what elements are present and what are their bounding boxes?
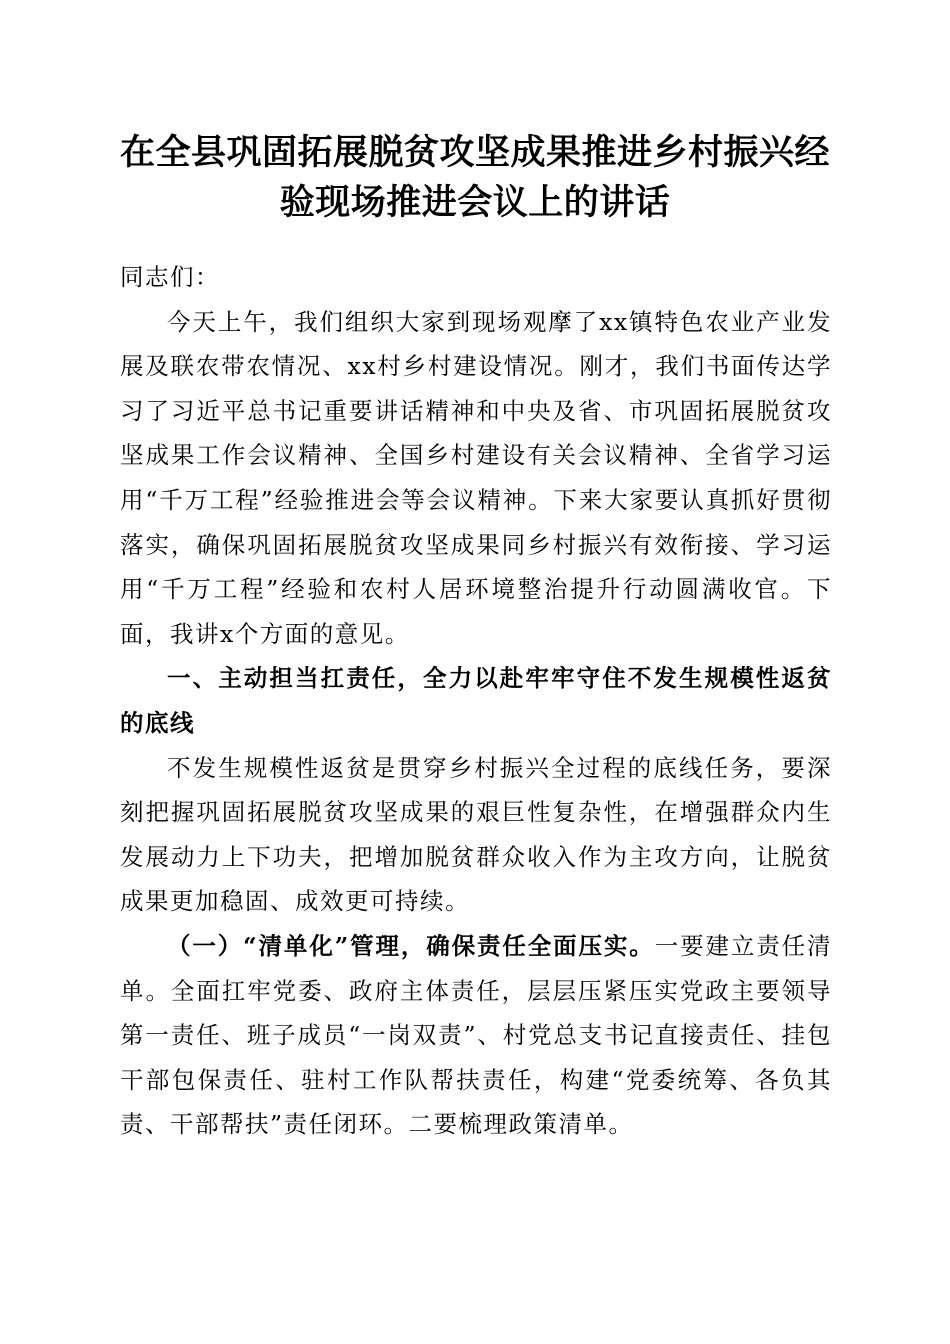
- document-body: [120, 255, 832, 1147]
- intro-paragraph: 今天上午，我们组织大家到现场观摩了xx镇特色农业产业发展及联农带农情况、xx村乡村建设情况。刚才，我们书面传达学习了习近平总书记重要讲话精神和中央及省、市巩固拓展脱贫攻坚成果工作会议精神、全国乡村建设有关会议精神、全省学习运用“千万工程”经验推进会等会议精神。下来大家要认真抓好贯彻落实，确保巩固拓展脱贫攻坚成果同乡村振兴有效衔接、学习运用“千万工程”经验和农村人居环境整治提升行动圆满收官。下面，我讲x个方面的意见。: [120, 307, 832, 648]
- subsection-1-paragraph: [120, 924, 832, 1147]
- section-1-paragraph: 不发生规模性返贫是贯穿乡村振兴全过程的底线任务，要深刻把握巩固拓展脱贫攻坚成果的艰巨性复杂性，在增强群众内生发展动力上下功夫，把增加脱贫群众收入作为主攻方向，让脱贫成果更加稳固、成效更可持续。: [120, 753, 832, 916]
- subsection-1-text: 一要建立责任清单。全面扛牢党委、政府主体责任，层层压紧压实党政主要领导第一责任、班子成员“一岗双责”、村党总支书记直接责任、挂包干部包保责任、驻村工作队帮扶责任，构建“党委统筹、各负其责、干部帮扶”责任闭环。二要梳理政策清单。: [120, 931, 832, 1139]
- document-title: 在全县巩固拓展脱贫攻坚成果推进乡村振兴经验现场推进会议上的讲话: [119, 132, 830, 223]
- section-1-heading: 一、主动担当扛责任，全力以赴牢牢守住不发生规模性返贫的底线: [120, 664, 832, 737]
- salutation: 同志们：: [120, 263, 220, 291]
- subsection-1-heading: （一）“清单化”管理，确保责任全面压实。: [167, 931, 655, 960]
